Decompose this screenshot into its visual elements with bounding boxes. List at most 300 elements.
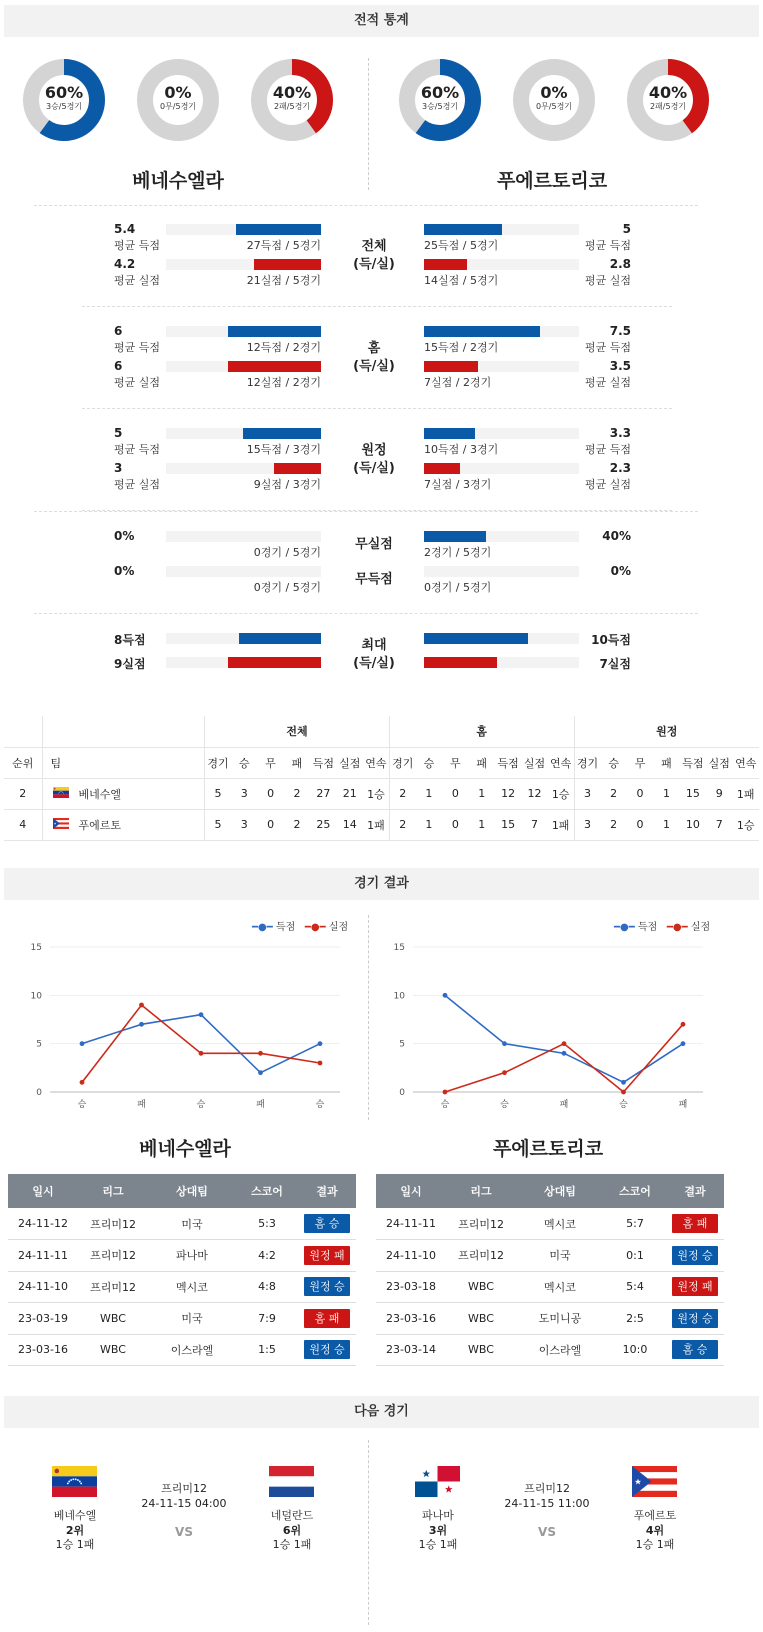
donut-percent: 60%: [420, 83, 460, 102]
score-cell: 0:1: [604, 1240, 666, 1272]
stat-value-right: 7실점: [599, 657, 631, 671]
home-team-rank: 3위: [428, 1524, 448, 1537]
result-badge: 원정 승: [672, 1246, 718, 1265]
stat-cell: 2: [284, 778, 310, 809]
result-cell: [298, 1240, 356, 1272]
x-tick-label: 패: [559, 1100, 569, 1110]
bar-right: [424, 428, 475, 439]
donut-percent: 40%: [272, 83, 312, 102]
data-point: [681, 1041, 686, 1046]
donut-chart: [136, 58, 220, 142]
team-name-right: 푸에르토리코: [496, 170, 608, 192]
data-point: [258, 1051, 263, 1056]
series-line-1: [445, 1024, 683, 1092]
home-team-record: 1승 1패: [55, 1538, 95, 1551]
opponent-cell: 멕시코: [516, 1271, 604, 1303]
header-cell: [4, 716, 42, 747]
results-column-header: 스코어: [236, 1174, 298, 1208]
bar-caption-right: 25득점 / 5경기: [424, 239, 499, 252]
column-header: 패: [653, 747, 679, 778]
home-team-flag: [52, 1466, 97, 1497]
stat-row-label: 무실점: [355, 537, 393, 552]
legend-marker-icon: ━●━: [304, 922, 326, 933]
data-point: [258, 1070, 263, 1075]
bar-left: [254, 259, 321, 270]
stat-cell: 5: [205, 778, 231, 809]
stat-value-right: 40%: [602, 529, 631, 543]
column-header: 승: [231, 747, 257, 778]
divider: [82, 408, 672, 409]
results-column-header: 상대팀: [516, 1174, 604, 1208]
x-tick-label: 승: [315, 1100, 325, 1110]
panama-flag-icon: [415, 1466, 460, 1497]
donut-chart: [626, 58, 710, 142]
stat-label-right: 평균 득점: [584, 239, 631, 252]
data-point: [80, 1080, 85, 1085]
divider: [368, 915, 369, 1120]
stat-cell: 12: [521, 778, 547, 809]
bar-caption-left: 15득점 / 3경기: [246, 443, 321, 456]
stat-value-right: 10득점: [591, 633, 631, 647]
stat-group-title: 최대: [361, 638, 387, 653]
stat-cell: 0: [442, 809, 468, 840]
date-cell: 23-03-16: [376, 1303, 446, 1335]
data-point: [443, 1090, 448, 1095]
league-cell: WBC: [446, 1334, 516, 1366]
stat-cell: 2: [600, 809, 626, 840]
stat-cell: 1: [416, 809, 442, 840]
donut-label: [136, 84, 220, 112]
data-point: [80, 1041, 85, 1046]
column-header: 득점: [310, 747, 336, 778]
column-header: 승: [416, 747, 442, 778]
stat-cell: 0: [627, 809, 653, 840]
standings-group-header: [4, 716, 759, 747]
venezuela-flag-icon: [52, 1466, 97, 1497]
league-cell: WBC: [78, 1334, 148, 1366]
bar-right: [424, 326, 540, 337]
score-cell: 1:5: [236, 1334, 298, 1366]
stat-label-right: 평균 득점: [584, 341, 631, 354]
stat-value-right: 3.3: [609, 426, 631, 440]
bar-left: [239, 633, 321, 644]
donut-label: [512, 84, 596, 112]
opponent-cell: 미국: [516, 1240, 604, 1272]
score-cell: 5:7: [604, 1208, 666, 1240]
data-point: [139, 1022, 144, 1027]
chart-legend-left: [252, 918, 348, 933]
legend-conceded: 실점: [328, 922, 349, 933]
stat-cell: 1패: [548, 809, 574, 840]
bar-left: [243, 428, 321, 439]
standings-table: [4, 716, 759, 841]
stat-cell: 3: [231, 809, 257, 840]
stat-value-left: 0%: [114, 564, 135, 578]
stat-label-right: 평균 실점: [584, 376, 631, 389]
date-cell: 24-11-10: [376, 1240, 446, 1272]
away-team-rank: 4위: [645, 1524, 665, 1537]
rank-cell: 4: [4, 809, 42, 840]
standings-group-2: 원정: [574, 716, 759, 747]
result-cell: [298, 1334, 356, 1366]
result-badge: 홈 승: [304, 1214, 350, 1233]
stat-value-right: 5: [622, 222, 631, 236]
column-header: 패: [469, 747, 495, 778]
x-tick-label: 패: [678, 1100, 688, 1110]
league-cell: 프리미12: [446, 1240, 516, 1272]
donut-chart: [512, 58, 596, 142]
league-cell: WBC: [446, 1303, 516, 1335]
bar-caption-right: 0경기 / 5경기: [424, 581, 492, 594]
x-tick-label: 승: [440, 1100, 450, 1110]
stat-cell: 15: [495, 809, 521, 840]
bar-caption-right: 10득점 / 3경기: [424, 443, 499, 456]
donut-label: [22, 84, 106, 112]
results-row: [8, 1303, 356, 1335]
stat-cell: 15: [680, 778, 706, 809]
section-header-record: 전적 통계: [4, 5, 759, 37]
stat-cell: 10: [680, 809, 706, 840]
bar-right: [424, 463, 460, 474]
column-header: 연속: [548, 747, 574, 778]
bar-track: [166, 566, 321, 577]
result-cell: [666, 1240, 724, 1272]
donut-subtext: 0무/5경기: [535, 102, 573, 111]
stat-cell: 9: [706, 778, 732, 809]
donut-chart: [250, 58, 334, 142]
stat-label-left: 평균 실점: [114, 274, 161, 287]
league-cell: 프리미12: [446, 1208, 516, 1240]
stat-cell: 1패: [363, 809, 389, 840]
y-tick-label: 5: [36, 1039, 42, 1050]
bar-left: [274, 463, 321, 474]
donut-percent: 40%: [648, 83, 688, 102]
section-header-next: 다음 경기: [4, 1396, 759, 1428]
stat-group-label: [344, 637, 404, 673]
x-tick-label: 승: [500, 1100, 509, 1110]
stat-cell: 3: [231, 778, 257, 809]
score-cell: 2:5: [604, 1303, 666, 1335]
bar-left: [228, 361, 321, 372]
results-column-header: 결과: [298, 1174, 356, 1208]
stat-cell: 2: [389, 778, 415, 809]
results-team-left: 베네수엘라: [139, 1138, 231, 1160]
data-point: [199, 1012, 204, 1017]
vs-label: VS: [538, 1525, 556, 1539]
bar-caption-left: 21실점 / 5경기: [246, 274, 321, 287]
donut-subtext: 2패/5경기: [649, 102, 687, 111]
standings-column-header: [4, 747, 759, 778]
data-point: [502, 1070, 507, 1075]
divider: [368, 58, 369, 190]
stat-cell: 3: [574, 778, 600, 809]
away-team-name: 푸에르토: [633, 1509, 677, 1522]
stat-group-title: 원정: [361, 443, 387, 458]
results-column-header: 스코어: [604, 1174, 666, 1208]
data-point: [443, 993, 448, 998]
stat-label-left: 평균 득점: [114, 341, 161, 354]
date-cell: 23-03-14: [376, 1334, 446, 1366]
stat-value-right: 7.5: [609, 324, 631, 338]
puertorico-flag-icon: [632, 1466, 677, 1497]
line-chart-left: [20, 935, 350, 1120]
column-header: 패: [284, 747, 310, 778]
legend-scored: 득점: [275, 922, 296, 933]
donut-label: [250, 84, 334, 112]
date-cell: 23-03-19: [8, 1303, 78, 1335]
column-header: 연속: [363, 747, 389, 778]
stat-cell: 1: [653, 778, 679, 809]
legend-marker-icon: ━●━: [252, 922, 273, 933]
stat-label-right: 평균 득점: [584, 443, 631, 456]
away-team-record: 1승 1패: [272, 1538, 312, 1551]
bar-caption-left: 12실점 / 2경기: [246, 376, 321, 389]
league-cell: 프리미12: [78, 1240, 148, 1272]
bar-right: [424, 531, 486, 542]
stat-cell: 1: [653, 809, 679, 840]
column-header: 경기: [205, 747, 231, 778]
bar-right: [424, 361, 478, 372]
bar-track: [166, 531, 321, 542]
column-header: 실점: [706, 747, 732, 778]
result-badge: 원정 승: [304, 1340, 350, 1359]
match-datetime: 24-11-15 04:00: [141, 1497, 227, 1510]
away-team-flag: [269, 1466, 314, 1497]
results-row: [376, 1271, 724, 1303]
bar-right: [424, 657, 497, 668]
result-cell: [666, 1208, 724, 1240]
result-cell: [298, 1208, 356, 1240]
data-point: [502, 1041, 507, 1046]
x-tick-label: 패: [256, 1100, 265, 1110]
stat-value-left: 8득점: [114, 633, 146, 647]
stat-cell: 2: [284, 809, 310, 840]
column-header: 팀: [42, 747, 205, 778]
league-cell: WBC: [446, 1271, 516, 1303]
results-row: [8, 1208, 356, 1240]
stat-cell: 0: [627, 778, 653, 809]
results-row: [376, 1240, 724, 1272]
column-header: 순위: [4, 747, 42, 778]
league-cell: WBC: [78, 1303, 148, 1335]
data-point: [139, 1003, 144, 1008]
donut-chart: [22, 58, 106, 142]
bar-left: [228, 657, 321, 668]
stat-cell: 3: [574, 809, 600, 840]
team-cell[interactable]: [42, 778, 205, 809]
stat-group-title: 홈: [367, 341, 381, 356]
column-header: 무: [442, 747, 468, 778]
x-tick-label: 승: [196, 1100, 206, 1110]
date-cell: 23-03-16: [8, 1334, 78, 1366]
stat-cell: 0: [442, 778, 468, 809]
stat-group-subtitle: (득/실): [353, 257, 395, 272]
opponent-cell: 파나마: [148, 1240, 236, 1272]
result-badge: 원정 승: [304, 1277, 350, 1296]
date-cell: 24-11-11: [8, 1240, 78, 1272]
score-cell: 5:3: [236, 1208, 298, 1240]
stat-label-left: 평균 실점: [114, 478, 161, 491]
donut-percent: 60%: [44, 83, 84, 102]
away-team-name: 네덜란드: [270, 1509, 314, 1522]
results-column-header: 리그: [446, 1174, 516, 1208]
stat-cell: 2: [600, 778, 626, 809]
stat-cell: 1: [469, 778, 495, 809]
stat-group-subtitle: (득/실): [353, 359, 395, 374]
divider: [34, 613, 698, 614]
stat-cell: 0: [257, 778, 283, 809]
bar-left: [236, 224, 321, 235]
stat-value-right: 3.5: [609, 359, 631, 373]
stat-value-right: 0%: [610, 564, 631, 578]
data-point: [318, 1061, 323, 1066]
section-header-results: 경기 결과: [4, 868, 759, 900]
stat-cell: 2: [389, 809, 415, 840]
bar-right: [424, 259, 467, 270]
league-cell: 프리미12: [78, 1271, 148, 1303]
stat-group-label: [344, 442, 404, 478]
stat-cell: 1패: [732, 778, 759, 809]
rank-cell: 2: [4, 778, 42, 809]
donut-subtext: 3승/5경기: [45, 102, 83, 111]
results-team-right: 푸에르토리코: [492, 1138, 604, 1160]
netherlands-flag-icon: [269, 1466, 314, 1497]
results-row: [376, 1208, 724, 1240]
result-cell: [298, 1271, 356, 1303]
y-tick-label: 0: [36, 1088, 42, 1098]
donut-subtext: 2패/5경기: [273, 102, 311, 111]
donut-chart: [398, 58, 482, 142]
team-cell[interactable]: [42, 809, 205, 840]
donut-percent: 0%: [540, 83, 568, 102]
stat-cell: 25: [310, 809, 336, 840]
stat-cell: 1승: [548, 778, 574, 809]
donut-label: [626, 84, 710, 112]
stat-cell: 7: [706, 809, 732, 840]
stat-group-label: [344, 340, 404, 376]
date-cell: 24-11-10: [8, 1271, 78, 1303]
bar-caption-left: 27득점 / 5경기: [246, 239, 321, 252]
result-badge: 홈 패: [304, 1309, 350, 1328]
divider: [34, 205, 698, 206]
results-row: [8, 1240, 356, 1272]
bar-right: [424, 633, 528, 644]
column-header: 득점: [495, 747, 521, 778]
opponent-cell: 이스라엘: [148, 1334, 236, 1366]
column-header: 연속: [732, 747, 759, 778]
stat-group-subtitle: (득/실): [353, 461, 395, 476]
line-chart-right: [383, 935, 713, 1120]
column-header: 무: [257, 747, 283, 778]
y-tick-label: 0: [399, 1088, 405, 1098]
stat-value-left: 3: [114, 461, 123, 475]
data-point: [199, 1051, 204, 1056]
stat-label-right: 평균 실점: [584, 478, 631, 491]
data-point: [681, 1022, 686, 1027]
y-tick-label: 10: [30, 991, 42, 1002]
stat-value-left: 6: [114, 359, 123, 373]
team-name: 푸에르토: [78, 818, 122, 832]
y-tick-label: 5: [399, 1039, 405, 1050]
opponent-cell: 미국: [148, 1303, 236, 1335]
home-team-record: 1승 1패: [418, 1538, 458, 1551]
bar-track: [424, 566, 579, 577]
divider: [34, 511, 698, 512]
standings-group-1: 홈: [389, 716, 574, 747]
bar-caption-left: 12득점 / 2경기: [246, 341, 321, 354]
stat-value-left: 0%: [114, 529, 135, 543]
donut-percent: 0%: [164, 83, 192, 102]
donut-subtext: 0무/5경기: [159, 102, 197, 111]
x-tick-label: 승: [77, 1100, 87, 1110]
stat-cell: 0: [257, 809, 283, 840]
league-cell: 프리미12: [78, 1208, 148, 1240]
stat-value-left: 4.2: [114, 257, 136, 271]
standings-group-0: 전체: [205, 716, 390, 747]
home-team-flag: [415, 1466, 460, 1497]
divider: [368, 1440, 369, 1625]
team-name: 베네수엘: [78, 787, 122, 801]
venezuela-flag-icon: [53, 787, 69, 798]
results-column-header: 결과: [666, 1174, 724, 1208]
chart-legend-right: [614, 918, 710, 933]
score-cell: 4:2: [236, 1240, 298, 1272]
bar-caption-right: 7실점 / 3경기: [424, 478, 492, 491]
stat-value-right: 2.8: [609, 257, 631, 271]
stat-cell: 5: [205, 809, 231, 840]
data-point: [621, 1090, 626, 1095]
stat-cell: 1: [469, 809, 495, 840]
data-point: [318, 1041, 323, 1046]
away-team-flag: [632, 1466, 677, 1497]
stat-cell: 1승: [363, 778, 389, 809]
result-badge: 홈 패: [672, 1214, 718, 1233]
stat-cell: 27: [310, 778, 336, 809]
result-badge: 원정 패: [304, 1246, 350, 1265]
stat-cell: 12: [495, 778, 521, 809]
score-cell: 10:0: [604, 1334, 666, 1366]
opponent-cell: 미국: [148, 1208, 236, 1240]
column-header: 승: [600, 747, 626, 778]
result-cell: [666, 1334, 724, 1366]
x-tick-label: 승: [619, 1100, 628, 1110]
column-header: 득점: [680, 747, 706, 778]
result-cell: [666, 1303, 724, 1335]
score-cell: 4:8: [236, 1271, 298, 1303]
y-tick-label: 10: [393, 991, 405, 1002]
standings-row: [4, 778, 759, 809]
results-column-header: 상대팀: [148, 1174, 236, 1208]
results-row: [376, 1334, 724, 1366]
opponent-cell: 멕시코: [148, 1271, 236, 1303]
opponent-cell: 이스라엘: [516, 1334, 604, 1366]
stat-value-left: 6: [114, 324, 123, 338]
donut-subtext: 3승/5경기: [421, 102, 459, 111]
bar-caption-right: 14실점 / 5경기: [424, 274, 499, 287]
header-cell: [42, 716, 205, 747]
column-header: 경기: [574, 747, 600, 778]
result-badge: 원정 패: [672, 1277, 718, 1296]
results-table-left: [8, 1174, 356, 1366]
date-cell: 24-11-12: [8, 1208, 78, 1240]
match-league: 프리미12: [161, 1482, 207, 1495]
stat-cell: 21: [337, 778, 363, 809]
bar-caption-right: 7실점 / 2경기: [424, 376, 492, 389]
result-badge: 홈 승: [672, 1340, 718, 1359]
team-flag: [53, 787, 69, 801]
result-cell: [298, 1303, 356, 1335]
results-row: [8, 1334, 356, 1366]
